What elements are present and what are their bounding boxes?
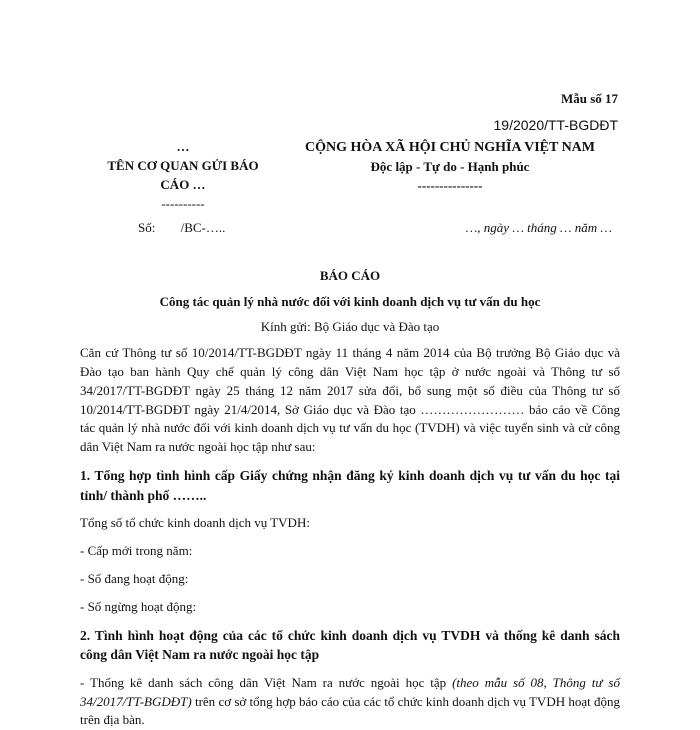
agency-name-line1: TÊN CƠ QUAN GỬI BÁO: [107, 157, 259, 173]
national-header: [290, 138, 610, 196]
agency-dots: …: [176, 139, 190, 154]
section-2-text-start: - Thống kê danh sách công dân Việt Nam ra nước ngoài học tập: [80, 674, 453, 690]
section-1-item-stopped: - Số ngừng hoạt động:: [80, 598, 197, 614]
section-2-text-italic: (theo mẫu số 08, Thông tư số 34/2017/TT-BGDĐT): [80, 674, 620, 709]
intro-paragraph: Căn cứ Thông tư số 10/2014/TT-BGDĐT ngày 11 tháng 4 năm 2014 của Bộ trưởng Bộ Giáo dục và Đào tạo ban hành Quy chế quản lý công dân Việt Nam học tập ở nước ngoài và Thông tư số 34/2017/TT-BGDĐT ngày 25 tháng 12 năm 2017 sửa đổi, bổ sung một số điều của Thông tư số 10/2014/TT-BGDĐT ngày 21/4/2014, Sở Giáo dục và Đào tạo …………………… báo cáo về Công tác quản lý nhà nước đối với kinh doanh dịch vụ tư vấn du học (TVDH) và việc tuyển sinh và cử công dân Việt Nam ra nước ngoài học tập như sau:: [80, 345, 620, 455]
recipient-line: Kính gửi: Bộ Giáo dục và Đào tạo: [260, 319, 440, 334]
section-2-paragraph: [80, 674, 620, 730]
national-divider: ---------------: [417, 178, 483, 194]
section-1-item-new: - Cấp mới trong năm:: [80, 543, 193, 559]
section-1-heading: 1. Tổng hợp tình hình cấp Giấy chứng nhận đăng ký kinh doanh dịch vụ tư vấn du học tại tỉnh/ thành phố ……..: [80, 468, 620, 503]
nation-name: CỘNG HÒA XÃ HỘI CHỦ NGHĨA VIỆT NAM: [304, 140, 595, 155]
section-2-text-end: trên cơ sở tổng hợp báo cáo của các tổ chức kinh doanh dịch vụ TVDH hoạt động trên địa bàn.: [80, 693, 620, 728]
document-number-label: Số:: [138, 220, 156, 235]
section-2-heading: 2. Tình hình hoạt động của các tổ chức kinh doanh dịch vụ TVDH và thống kê danh sách công dân Việt Nam ra nước ngoài học tập: [80, 627, 620, 663]
document-number-line: [138, 219, 247, 238]
document-number-value: /BC-…..: [180, 220, 226, 235]
circular-reference: 19/2020/TT-BGDĐT: [493, 117, 618, 133]
national-motto: Độc lập - Tự do - Hạnh phúc: [370, 159, 530, 175]
document-subtitle: Công tác quản lý nhà nước đối với kinh doanh dịch vụ tư vấn du học: [159, 294, 541, 309]
agency-divider: ----------: [161, 195, 205, 211]
agency-name-line2: CÁO …: [160, 176, 206, 192]
section-1-total-label: Tổng số tổ chức kinh doanh dịch vụ TVDH:: [80, 515, 310, 531]
document-body: [80, 344, 620, 730]
document-title: BÁO CÁO: [319, 268, 381, 283]
form-number: Mẫu số 17: [560, 91, 618, 106]
section-1-item-active: - Số đang hoạt động:: [80, 570, 189, 586]
document-date-line: …, ngày … tháng … năm …: [465, 220, 612, 235]
agency-header: [88, 138, 278, 213]
